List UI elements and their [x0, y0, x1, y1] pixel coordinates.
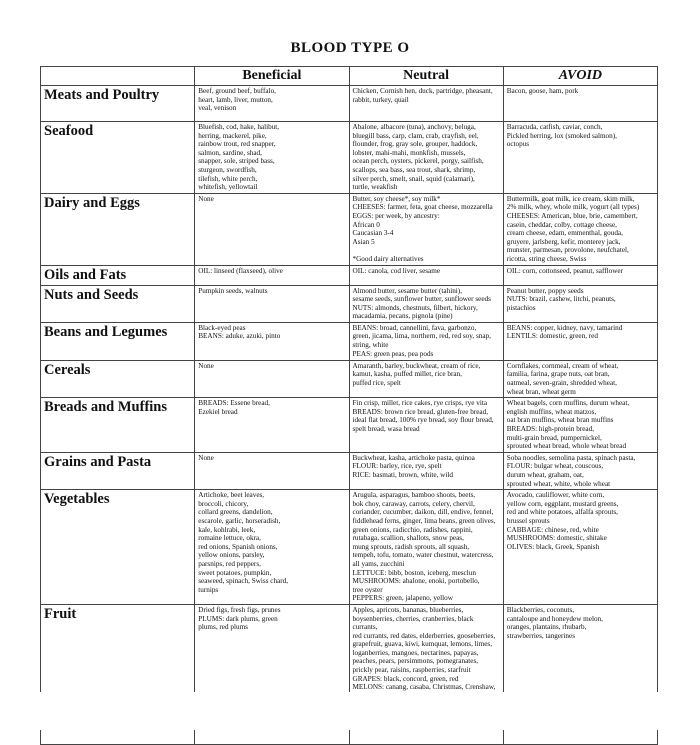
table-row: [41, 452, 658, 489]
avoid-cell: Wheat bagels, corn muffins, durum wheat, english muffins, wheat matzos, oat bran muffins, wheat bran muffins BREADS: high-protein bread, multi-grain bread, pumpernickel, sprouted wheat bread, whole wheat bread: [503, 398, 657, 453]
row-category: Nuts and Seeds: [41, 285, 195, 322]
avoid-cell: Avocado, cauliflower, white corn, yellow corn, eggplant, mustard greens, red and white potatoes, alfalfa sprouts, brussel sprouts CABBAGE: chinese, red, white MUSHROOMS: domestic, shitake OLIVES: black, Greek, Spanish: [503, 490, 657, 605]
neutral-cell: Butter, soy cheese*, soy milk* CHEESES: farmer, feta, goat cheese, mozzarella EGGS: per week, by ancestry: African 0 Caucasian 3-4 Asian 5 *Good dairy alternatives: [349, 193, 503, 265]
neutral-cell: Fin crisp, millet, rice cakes, rye crisps, rye vita BREADS: brown rice bread, gluten-free bread, ideal flat bread, 100% rye bread, soy flour bread, spelt bread, wasa bread: [349, 398, 503, 453]
header-category: [41, 67, 195, 86]
neutral-cell: Almond butter, sesame butter (tahini), sesame seeds, sunflower butter, sunflower seeds NUTS: almonds, chestnuts, filbert, hickory, macadamia, pecans, pignola (pine): [349, 285, 503, 322]
beneficial-cell: None: [195, 193, 349, 265]
row-category: Oils and Fats: [41, 265, 195, 285]
table-row: [41, 398, 658, 453]
beneficial-cell: Pumpkin seeds, walnuts: [195, 285, 349, 322]
row-category: Grains and Pasta: [41, 452, 195, 489]
avoid-cell: Cornflakes, cornmeal, cream of wheat, familia, farina, grape nuts, oat bran, oatmeal, seven-grain, shredded wheat, wheat bran, wheat germ: [503, 360, 657, 397]
table-row: [41, 265, 658, 285]
header-beneficial: Beneficial: [195, 67, 349, 86]
header-avoid: AVOID: [503, 67, 657, 86]
table-header-row: [41, 67, 658, 86]
row-category: Dairy and Eggs: [41, 193, 195, 265]
table-row: [41, 360, 658, 397]
neutral-cell: Amaranth, barley, buckwheat, cream of rice, kamut, kasha, puffed millet, rice bran, puffed rice, spelt: [349, 360, 503, 397]
neutral-cell: Buckwheat, kasha, artichoke pasta, quinoa FLOUR: barley, rice, rye, spelt RICE: basmati, brown, white, wild: [349, 452, 503, 489]
neutral-cell: Abalone, albacore (tuna), anchovy, beluga, bluegill bass, carp, clam, crab, crayfish, eel, flounder, frog, gray sole, grouper, haddock, lobster, mahi-mahi, monkfish, mussels, ocean perch, oysters, pickerel, porgy, sailfish, scallops, sea bass, sea trout, shark, shrimp, silver perch, smelt, snail, squid (calamari), turtle, weakfish: [349, 122, 503, 194]
row-category: Meats and Poultry: [41, 86, 195, 122]
page-bottom-margin: [0, 692, 700, 730]
neutral-cell: Apples, apricots, bananas, blueberries, boysenberries, cherries, cranberries, black currants, red currants, red dates, elderberries, gooseberries, grapefruit, guava, kiwi, kumquat, lemons, limes, loganberries, mangoes, nectarines, papayas, peaches, pears, persimmons, pomegranates, prickly pear, raisins, raspberries, starfruit GRAPES: black, concord, green, red MELONS: canang, casaba, Christmas, Crenshaw,: [349, 604, 503, 702]
row-category: Beans and Legumes: [41, 322, 195, 360]
table-row: [41, 322, 658, 360]
row-category: Vegetables: [41, 490, 195, 605]
table-row: [41, 604, 658, 702]
row-category: Seafood: [41, 122, 195, 194]
beneficial-cell: Black-eyed peas BEANS: aduke, azuki, pinto: [195, 322, 349, 360]
table-row: [41, 285, 658, 322]
avoid-cell: Blackberries, coconuts, cantaloupe and honeydew melon, oranges, plantains, rhubarb, strawberries, tangerines: [503, 604, 657, 702]
beneficial-cell: Bluefish, cod, hake, halibut, herring, mackerel, pike, rainbow trout, red snapper, salmon, sardine, shad, snapper, sole, striped bass, sturgeon, swordfish, tilefish, white perch, whitefish, yellowtail: [195, 122, 349, 194]
avoid-cell: OIL: corn, cottonseed, peanut, safflower: [503, 265, 657, 285]
avoid-cell: Bacon, goose, ham, pork: [503, 86, 657, 122]
beneficial-cell: Artichoke, beet leaves, broccoli, chicory, collard greens, dandelion, escarole, garlic, horseradish, kale, kohlrabi, leek, romaine lettuce, okra, red onions, Spanish onions, yellow onions, parsley, parsnips, red peppers, sweet potatoes, pumpkin, seaweed, spinach, Swiss chard, turnips: [195, 490, 349, 605]
neutral-cell: Chicken, Cornish hen, duck, partridge, pheasant, rabbit, turkey, quail: [349, 86, 503, 122]
beneficial-cell: Dried figs, fresh figs, prunes PLUMS: dark plums, green plums, red plums: [195, 604, 349, 702]
table-row: [41, 490, 658, 605]
row-category: Fruit: [41, 604, 195, 702]
header-neutral: Neutral: [349, 67, 503, 86]
beneficial-cell: OIL: linseed (flaxseed), olive: [195, 265, 349, 285]
row-category: Cereals: [41, 360, 195, 397]
beneficial-cell: BREADS: Essene bread, Ezekiel bread: [195, 398, 349, 453]
beneficial-cell: None: [195, 360, 349, 397]
table-row: [41, 122, 658, 194]
avoid-cell: Peanut butter, poppy seeds NUTS: brazil, cashew, litchi, peanuts, pistachios: [503, 285, 657, 322]
beneficial-cell: None: [195, 452, 349, 489]
page-title: BLOOD TYPE O: [290, 40, 410, 56]
table-row: [41, 86, 658, 122]
row-category: Breads and Muffins: [41, 398, 195, 453]
table-row: [41, 193, 658, 265]
avoid-cell: Soba noodles, semolina pasta, spinach pasta, FLOUR: bulgar wheat, couscous, durum wheat, graham, oat, sprouted wheat, white, whole wheat: [503, 452, 657, 489]
neutral-cell: Arugula, asparagus, bamboo shoots, beets, bok choy, caraway, carrots, celery, chervil, coriander, cucumber, daikon, dill, endive, fennel, fiddlehead ferns, ginger, lima beans, green olives, green onions, radicchio, radishes, rappini, rutabaga, scallion, shallots, snow peas, mung sprouts, radish sprouts, all squash, tempeh, tofu, tomato, water chestnut, watercress, all yams, zucchini LETTUCE: bibb, boston, iceberg, mesclun MUSHROOMS: abalone, enoki, portobello, tree oyster PEPPERS: green, jalapeno, yellow: [349, 490, 503, 605]
neutral-cell: BEANS: broad, cannellini, fava, garbonzo, green, jicama, lima, northern, red, red soy, snap, string, white PEAS: green peas, pea pods: [349, 322, 503, 360]
avoid-cell: BEANS: copper, kidney, navy, tamarind LENTILS: domestic, green, red: [503, 322, 657, 360]
neutral-cell: OIL: canola, cod liver, sesame: [349, 265, 503, 285]
beneficial-cell: Beef, ground beef, buffalo, heart, lamb, liver, mutton, veal, venison: [195, 86, 349, 122]
avoid-cell: Barracuda, catfish, caviar, conch, Pickled herring, lox (smoked salmon), octopus: [503, 122, 657, 194]
blood-type-table: [40, 66, 658, 745]
avoid-cell: Buttermilk, goat milk, ice cream, skim milk, 2% milk, whey, whole milk, yogurt (all types) CHEESES: American, blue, brie, camembert, casein, cheddar, colby, cottage cheese, cream cheese, edam, emmenthal, gouda, gruyere, jarlsberg, kefir, monterey jack, munster, parmesan, provolone, neufchatel, ricotta, string cheese, Swiss: [503, 193, 657, 265]
